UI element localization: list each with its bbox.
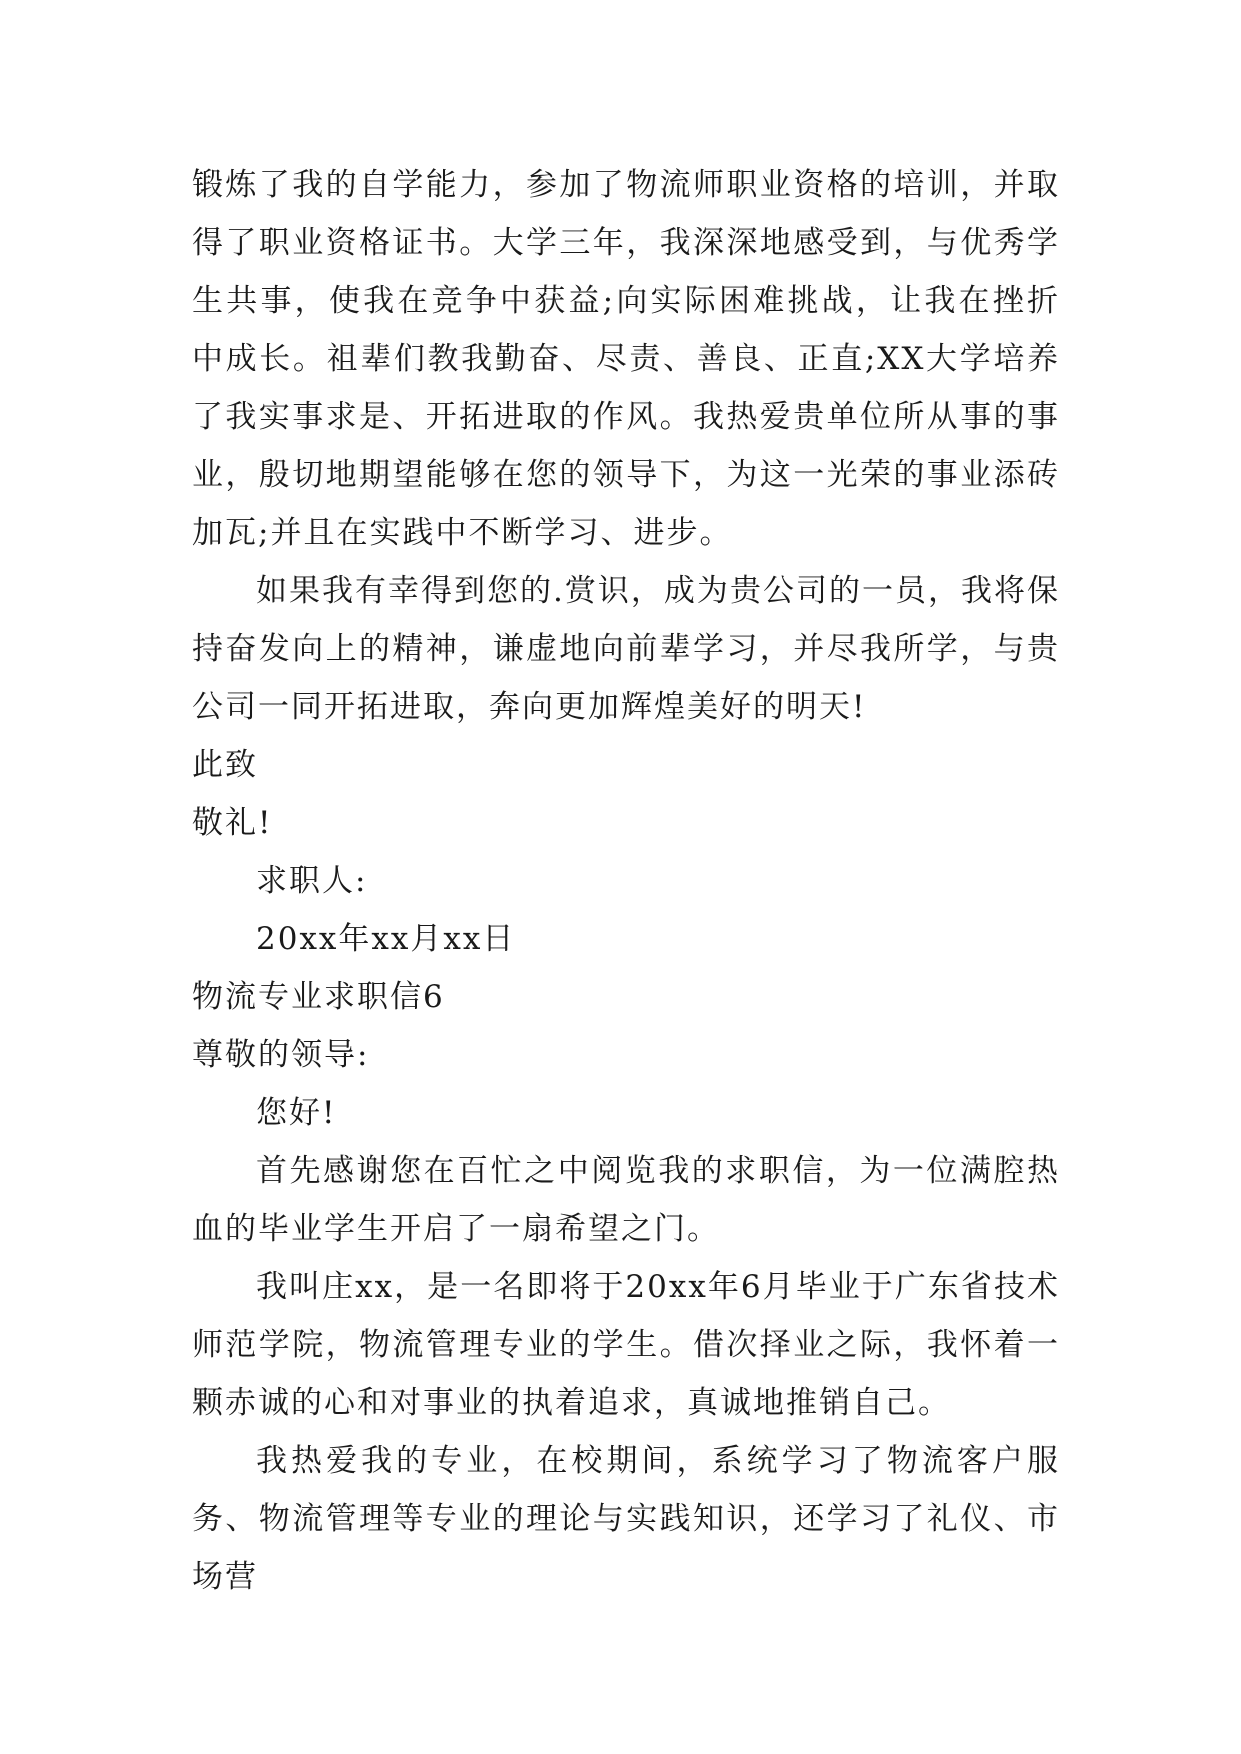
paragraph-introduction: 我叫庄xx，是一名即将于20xx年6月毕业于广东省技术师范学院，物流管理专业的学生。借次择业之际，我怀着一颗赤诚的心和对事业的执着追求，真诚地推销自己。 [192,1269,1060,1421]
letter-body [192,156,1060,1606]
greeting-recipient: 尊敬的领导: [192,1037,370,1073]
paragraph-hope: 如果我有幸得到您的.赏识，成为贵公司的一员，我将保持奋发向上的精神，谦虚地向前辈学习，并尽我所学，与贵公司一同开拓进取，奔向更加辉煌美好的明天! [192,573,1060,725]
section-title: 物流专业求职信6 [192,979,445,1015]
closing-salutation: 此致 [192,747,258,783]
paragraph-self-study: 锻炼了我的自学能力，参加了物流师职业资格的培训，并取得了职业资格证书。大学三年，我深深地感受到，与优秀学生共事，使我在竞争中获益;向实际困难挑战，让我在挫折中成长。祖辈们教我勤奋、尽责、善良、正直;XX大学培养了我实事求是、开拓进取的作风。我热爱贵单位所从事的事业，殷切地期望能够在您的领导下，为这一光荣的事业添砖加瓦;并且在实践中不断学习、进步。 [192,167,1060,551]
paragraph-major: 我热爱我的专业，在校期间，系统学习了物流客户服务、物流管理等专业的理论与实践知识，还学习了礼仪、市场营 [192,1443,1060,1595]
greeting-hello: 您好! [256,1095,337,1131]
closing-regards: 敬礼! [192,805,273,841]
applicant-label: 求职人: [256,863,368,899]
paragraph-thanks: 首先感谢您在百忙之中阅览我的求职信，为一位满腔热血的毕业学生开启了一扇希望之门。 [192,1153,1060,1247]
letter-date: 20xx年xx月xx日 [256,921,516,957]
